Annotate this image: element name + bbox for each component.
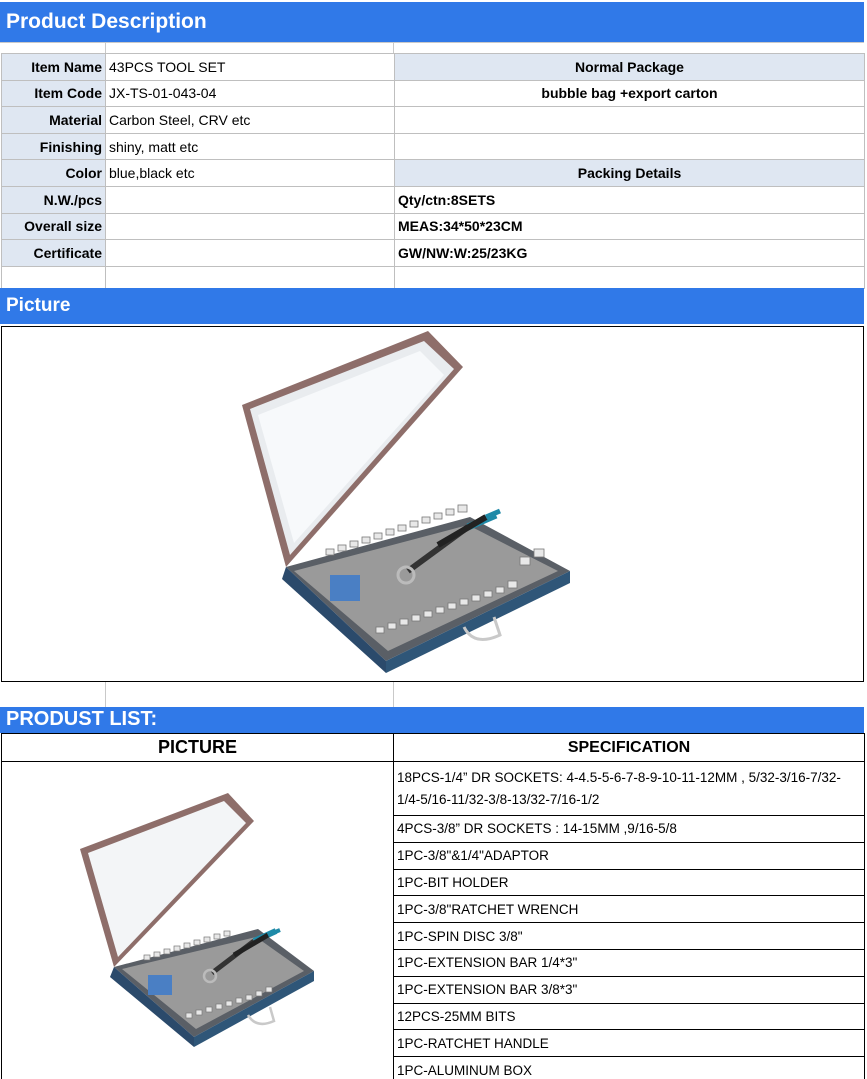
row-label: Certificate (2, 240, 106, 267)
table-row (2, 133, 865, 160)
table-row (2, 80, 865, 107)
row-value (106, 213, 395, 240)
row-label: Finishing (2, 133, 106, 160)
package-header: Normal Package (395, 54, 865, 81)
row-label (2, 266, 106, 288)
row-label: Color (2, 160, 106, 187)
grid-line (393, 682, 394, 707)
row-value (106, 266, 395, 288)
product-list-table (1, 733, 865, 1079)
packing-detail: Qty/ctn:8SETS (395, 186, 865, 213)
specification-column-header: SPECIFICATION (394, 734, 865, 762)
product-thumbnail-cell (2, 762, 394, 1079)
grid-line (105, 682, 106, 707)
row-right-cell (395, 107, 865, 134)
spec-item: 1PC-EXTENSION BAR 1/4*3" (394, 949, 865, 976)
package-value: bubble bag +export carton (395, 80, 865, 107)
product-description-title: Product Description (6, 10, 207, 33)
row-value: JX-TS-01-043-04 (106, 80, 395, 107)
spec-item: 1PC-EXTENSION BAR 3/8*3" (394, 976, 865, 1003)
spec-item: 1PC-BIT HOLDER (394, 869, 865, 896)
row-label: Overall size (2, 213, 106, 240)
table-row (2, 240, 865, 267)
row-value: blue,black etc (106, 160, 395, 187)
packing-detail: MEAS:34*50*23CM (395, 213, 865, 240)
packing-details-header: Packing Details (395, 160, 865, 187)
row-value: shiny, matt etc (106, 133, 395, 160)
picture-title: Picture (6, 295, 71, 316)
spec-item: 1PC-3/8"&1/4"ADAPTOR (394, 842, 865, 869)
product-list-title: PRODUST LIST: (6, 708, 158, 730)
product-description-table (1, 53, 865, 289)
tool-case-image (2, 327, 863, 681)
spec-item: 18PCS-1/4” DR SOCKETS: 4-4.5-5-6-7-8-9-10-11-12MM , 5/32-3/16-7/32-1/4-5/16-11/32-3/8-13/32-7/16-1/2 (394, 762, 865, 816)
grid-line (105, 42, 106, 53)
row-value: Carbon Steel, CRV etc (106, 107, 395, 134)
product-description-header (0, 2, 864, 42)
table-row (2, 160, 865, 187)
grid-line (0, 42, 864, 43)
grid-line (393, 42, 394, 53)
picture-header (0, 288, 864, 324)
product-list-header (0, 707, 864, 733)
row-right-cell (395, 266, 865, 288)
row-label: N.W./pcs (2, 186, 106, 213)
product-picture-frame (1, 326, 864, 682)
table-row (2, 762, 865, 816)
row-value: 43PCS TOOL SET (106, 54, 395, 81)
picture-column-header: PICTURE (2, 734, 394, 762)
row-value (106, 186, 395, 213)
row-value (106, 240, 395, 267)
spec-item: 1PC-ALUMINUM BOX (394, 1057, 865, 1079)
spec-item: 4PCS-3/8” DR SOCKETS : 14-15MM ,9/16-5/8 (394, 816, 865, 843)
row-label: Item Name (2, 54, 106, 81)
table-row (2, 107, 865, 134)
spec-item: 1PC-RATCHET HANDLE (394, 1030, 865, 1057)
spec-item: 12PCS-25MM BITS (394, 1003, 865, 1030)
spec-item: 1PC-3/8"RATCHET WRENCH (394, 896, 865, 923)
row-label: Material (2, 107, 106, 134)
table-header-row (2, 734, 865, 762)
row-right-cell (395, 133, 865, 160)
table-row (2, 54, 865, 81)
spec-item: 1PC-SPIN DISC 3/8" (394, 923, 865, 950)
table-row (2, 186, 865, 213)
tool-case-thumbnail (78, 791, 318, 1051)
table-row (2, 266, 865, 288)
table-row (2, 213, 865, 240)
packing-detail: GW/NW:W:25/23KG (395, 240, 865, 267)
row-label: Item Code (2, 80, 106, 107)
